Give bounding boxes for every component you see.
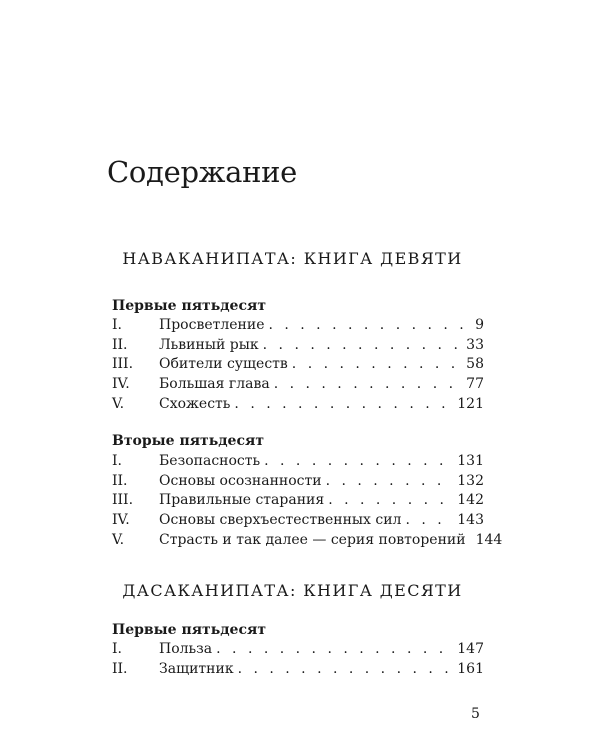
toc-entry-title[interactable]: Основы сверхъестественных сил: [159, 512, 402, 528]
toc-entry-title[interactable]: Защитник: [159, 661, 234, 677]
toc-entry-title[interactable]: Основы осознанности: [159, 473, 322, 489]
toc-entry-page: 144: [475, 532, 503, 548]
toc-entry-title[interactable]: Польза: [159, 641, 213, 657]
toc-entry-page: 143: [457, 512, 484, 528]
book-heading: НАВАКАНИПАТА: КНИГА ДЕВЯТИ: [122, 249, 463, 268]
toc-entry[interactable]: [112, 511, 484, 530]
dot-leader: [234, 395, 451, 414]
book-heading: ДАСАКАНИПАТА: КНИГА ДЕСЯТИ: [122, 581, 463, 600]
toc-entry-number: II.: [112, 473, 128, 489]
toc-entry-number: II.: [112, 661, 128, 677]
toc-entry-title[interactable]: Правильные старания: [159, 492, 325, 508]
toc-entry[interactable]: [112, 452, 484, 471]
toc-entry[interactable]: [112, 375, 484, 394]
toc-entry-number: V.: [112, 396, 125, 412]
toc-entry[interactable]: [112, 640, 484, 659]
toc-entry-page: 161: [457, 661, 484, 677]
toc-entry-number: I.: [112, 317, 122, 333]
toc-entry-page: 132: [457, 473, 484, 489]
dot-leader: [292, 355, 460, 374]
toc-entry[interactable]: [112, 491, 484, 510]
dot-leader: [328, 491, 451, 510]
toc-entry-title[interactable]: Большая глава: [159, 376, 270, 392]
toc-entry[interactable]: [112, 316, 484, 335]
toc-entry-number: IV.: [112, 376, 130, 392]
toc-entry-page: 9: [475, 317, 484, 333]
toc-entry-page: 33: [466, 337, 484, 353]
toc-entry[interactable]: [112, 395, 484, 414]
toc-entry-title[interactable]: Просветление: [159, 317, 265, 333]
toc-entry-page: 58: [466, 356, 484, 372]
dot-leader: [326, 472, 452, 491]
toc-entry-page: 131: [457, 453, 484, 469]
section-heading: Первые пятьдесят: [112, 622, 267, 638]
toc-entry[interactable]: [112, 355, 484, 374]
toc-entry[interactable]: [112, 531, 503, 550]
toc-entry-number: III.: [112, 492, 134, 508]
dot-leader: [268, 316, 469, 335]
toc-entry-page: 147: [457, 641, 484, 657]
toc-entry-title[interactable]: Львиный рык: [159, 337, 259, 353]
toc-entry-number: IV.: [112, 512, 130, 528]
section-heading: Вторые пятьдесят: [112, 433, 264, 449]
dot-leader: [405, 511, 451, 530]
toc-entry[interactable]: [112, 336, 484, 355]
toc-entry-page: 77: [466, 376, 484, 392]
toc-entry-number: V.: [112, 532, 125, 548]
toc-entry-page: 142: [457, 492, 484, 508]
dot-leader: [216, 640, 451, 659]
toc-entry-title[interactable]: Обители существ: [159, 356, 288, 372]
dot-leader: [274, 375, 460, 394]
section-heading: Первые пятьдесят: [112, 298, 267, 314]
toc-entry-number: I.: [112, 453, 122, 469]
toc-entry-title[interactable]: Безопасность: [159, 453, 261, 469]
toc-entry[interactable]: [112, 660, 484, 679]
dot-leader: [264, 452, 451, 471]
toc-entry[interactable]: [112, 472, 484, 491]
page-title: Содержание: [107, 155, 298, 190]
toc-entry-page: 121: [457, 396, 484, 412]
page-number: 5: [471, 706, 480, 722]
toc-entry-number: I.: [112, 641, 122, 657]
toc-entry-title[interactable]: Схожесть: [159, 396, 231, 412]
toc-entry-number: II.: [112, 337, 128, 353]
dot-leader: [238, 660, 452, 679]
dot-leader: [263, 336, 461, 355]
toc-entry-number: III.: [112, 356, 134, 372]
toc-entry-title[interactable]: Страсть и так далее — серия повторений: [159, 532, 466, 548]
